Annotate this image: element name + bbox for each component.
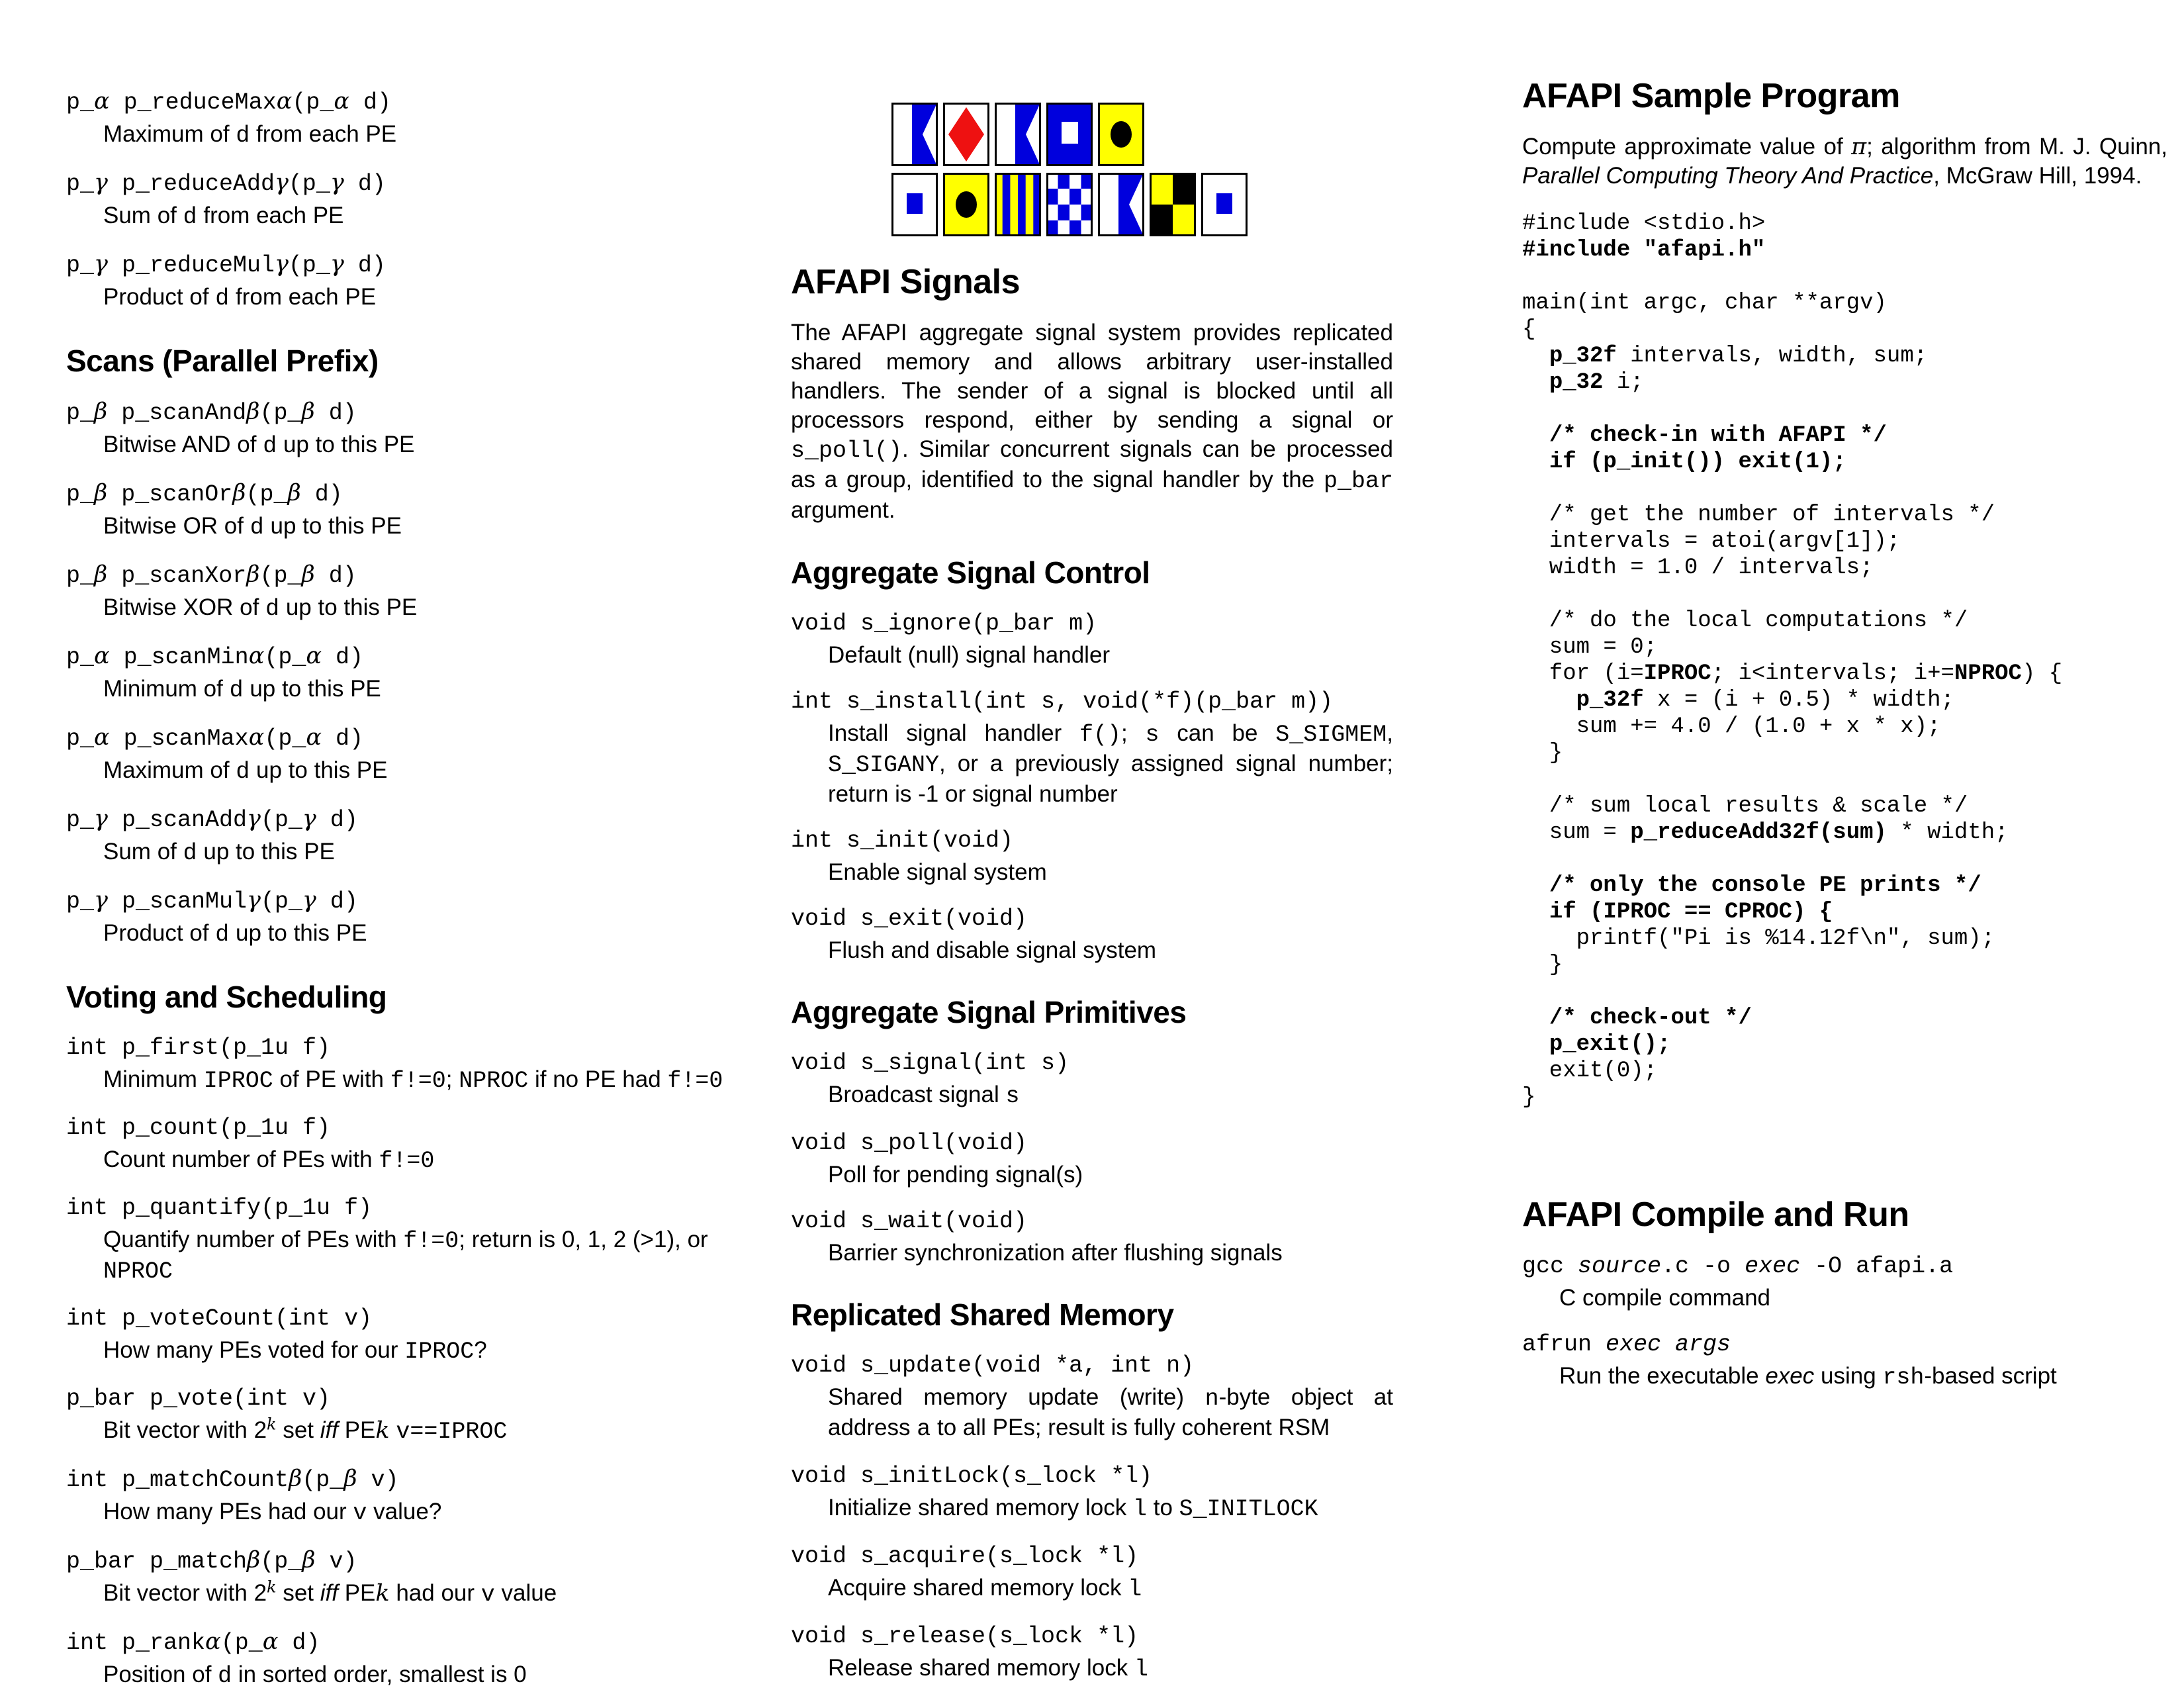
flag-foxtrot-icon [943, 103, 989, 166]
api-description: C compile command [1559, 1285, 1770, 1311]
api-signature: int p_count(p_1u f) [66, 1115, 331, 1141]
api-signature: p_β p_scanOrβ(p_β d) [66, 480, 343, 508]
api-entry [791, 1461, 1393, 1524]
api-signature: p_α p_scanMinα(p_α d) [66, 643, 364, 671]
api-signature: int p_quantify(p_1u f) [66, 1195, 373, 1221]
api-signature: void s_signal(int s) [791, 1050, 1069, 1076]
api-signature: afrun exec args [1522, 1331, 1731, 1358]
api-description: Default (null) signal handler [828, 642, 1111, 668]
api-signature: p_β p_scanAndβ(p_β d) [66, 399, 357, 426]
code-line [1522, 978, 2167, 1005]
code-line: /* get the number of intervals */ [1522, 502, 1995, 528]
api-entry [791, 1048, 1393, 1111]
signal-flag-row [891, 103, 1393, 166]
api-description: Position of d in sorted order, smallest is 0 [103, 1662, 527, 1688]
sample-program-code [1522, 211, 2167, 1111]
api-entry [66, 1033, 731, 1096]
code-line [1522, 396, 2167, 422]
code-line: sum += 4.0 / (1.0 + x * x); [1522, 714, 1941, 739]
api-entry [66, 1383, 731, 1446]
api-signature: p_α p_scanMaxα(p_α d) [66, 724, 364, 752]
api-entry [66, 397, 731, 461]
api-entry [66, 249, 731, 313]
flag-alfa-icon [1098, 173, 1144, 236]
api-signature: int s_init(void) [791, 827, 1014, 854]
api-signature: int p_voteCount(int v) [66, 1305, 373, 1332]
code-line: p_32f intervals, width, sum; [1549, 344, 1928, 369]
api-entry [66, 559, 731, 624]
code-line: printf("Pi is %14.12f\n", sum); [1522, 926, 1995, 951]
api-description: Minimum IPROC of PE with f!=0; NPROC if no PE had f!=0 [103, 1066, 723, 1094]
api-entry [66, 1193, 731, 1286]
code-line: main(int argc, char **argv) [1522, 291, 1887, 316]
code-line: } [1522, 953, 1563, 978]
right-intro-paragraph: Compute approximate value of π; algorithm from M. J. Quinn, Parallel Computing Theory And Practice, McGraw Hill, 1994. [1522, 134, 2167, 189]
signal-flags-graphic [891, 103, 1393, 236]
api-entry [66, 1464, 731, 1528]
api-description: Bit vector with 2$^k$ set iff PEk had our v value [103, 1577, 557, 1608]
api-description: Quantify number of PEs with f!=0; return is 0, 1, 2 (>1), or NPROC [103, 1227, 708, 1285]
api-entry [66, 641, 731, 705]
api-description: Bitwise XOR of d up to this PE [103, 594, 418, 622]
api-description: Install signal handler f(); s can be S_SIGMEM, S_SIGANY, or a previously assigned signal number; return is -1 or signal number [828, 720, 1393, 807]
api-description: Shared memory update (write) n-byte object at address a to all PEs; result is fully coherent RSM [828, 1384, 1393, 1442]
api-description: Product of d up to this PE [103, 920, 367, 948]
flag-india-icon [1098, 103, 1144, 166]
api-description: Barrier synchronization after flushing signals [828, 1240, 1283, 1266]
middle-intro-paragraph: The AFAPI aggregate signal system provides replicated shared memory and allows arbitrary user-installed handlers. The sender of a signal is blocked until all processors respond, either by sending a signal or s_poll(). Similar concurrent signals can be processed as a group, identified to the signal handler by the p_bar argument. [791, 320, 1393, 523]
section-heading: Voting and Scheduling [66, 980, 387, 1014]
api-signature: p_α p_reduceMaxα(p_α d) [66, 88, 392, 116]
api-signature: void s_poll(void) [791, 1130, 1028, 1156]
code-line [1522, 767, 2167, 793]
signal-flag-row [891, 173, 1393, 236]
code-line: p_32 i; [1549, 370, 1644, 395]
code-line: /* check-out */ [1549, 1006, 1752, 1031]
api-description: Broadcast signal s [828, 1082, 1020, 1109]
flag-india-icon [943, 173, 989, 236]
api-description: Flush and disable signal system [828, 937, 1157, 963]
api-description: Sum of d from each PE [103, 203, 344, 230]
api-description: Bitwise OR of d up to this PE [103, 513, 402, 541]
api-entry [791, 1621, 1393, 1684]
column-right [1522, 0, 2167, 1409]
api-description: Minimum of d up to this PE [103, 676, 381, 704]
column-left [66, 0, 731, 1688]
compile-title: AFAPI Compile and Run [1522, 1196, 1909, 1234]
flag-november-icon [1046, 173, 1093, 236]
section-heading: Scans (Parallel Prefix) [66, 344, 379, 378]
api-signature: void s_acquire(s_lock *l) [791, 1543, 1139, 1570]
api-signature: void s_update(void *a, int n) [791, 1352, 1195, 1379]
flag-sierra-icon [1201, 173, 1248, 236]
api-entry [791, 1128, 1393, 1189]
api-signature: p_γ p_scanMulγ(p_γ d) [66, 887, 358, 915]
code-line: sum = 0; [1522, 635, 1658, 660]
api-signature: int s_install(int s, void(*f)(p_bar m)) [791, 688, 1334, 715]
api-signature: int p_rankα(p_α d) [66, 1628, 320, 1656]
api-description: Maximum of d up to this PE [103, 757, 388, 785]
code-line: { [1522, 317, 1536, 342]
code-line: p_32f x = (i + 0.5) * width; [1576, 688, 1954, 713]
api-entry [66, 1545, 731, 1609]
api-entry [791, 1541, 1393, 1604]
code-line: /* sum local results & scale */ [1522, 794, 1968, 819]
code-line: /* do the local computations */ [1522, 608, 1968, 633]
api-signature: p_bar p_vote(int v) [66, 1385, 331, 1412]
api-entry [791, 825, 1393, 886]
api-entry [791, 608, 1393, 669]
code-line: if (p_init()) exit(1); [1549, 449, 1846, 475]
api-description: Bit vector with 2$^k$ set iff PEk v==IPROC [103, 1415, 508, 1445]
flag-lima-icon [1150, 173, 1196, 236]
code-line: width = 1.0 / intervals; [1522, 555, 1874, 581]
flag-sierra-icon [891, 173, 938, 236]
api-signature: void s_wait(void) [791, 1208, 1028, 1235]
code-line: /* only the console PE prints */ [1549, 873, 1981, 898]
api-description: Enable signal system [828, 859, 1047, 885]
code-line [1522, 475, 2167, 502]
api-signature: int p_matchCountβ(p_β v) [66, 1466, 399, 1493]
code-line [1522, 581, 2167, 608]
api-signature: void s_ignore(p_bar m) [791, 610, 1097, 637]
api-signature: gcc source.c -o exec -O afapi.a [1522, 1253, 1954, 1280]
flag-alfa-icon [995, 103, 1041, 166]
flag-alfa-icon [891, 103, 938, 166]
api-entry [66, 1303, 731, 1366]
code-line: for (i=IPROC; i<intervals; i+=NPROC) { [1522, 661, 2063, 686]
api-signature: p_bar p_matchβ(p_β v) [66, 1547, 357, 1575]
code-line: sum = p_reduceAdd32f(sum) * width; [1522, 820, 2009, 845]
api-description: Bitwise AND of d up to this PE [103, 432, 415, 459]
api-description: Release shared memory lock l [828, 1655, 1148, 1683]
api-description: How many PEs had our v value? [103, 1499, 442, 1526]
right-title: AFAPI Sample Program [1522, 77, 1900, 115]
api-entry [66, 885, 731, 949]
api-entry [66, 478, 731, 542]
api-description: Poll for pending signal(s) [828, 1162, 1083, 1188]
api-description: Product of d from each PE [103, 284, 377, 312]
api-entry [66, 722, 731, 786]
api-signature: p_γ p_reduceMulγ(p_γ d) [66, 251, 386, 279]
api-signature: int p_first(p_1u f) [66, 1035, 331, 1061]
api-entry [66, 1113, 731, 1176]
api-signature: void s_release(s_lock *l) [791, 1623, 1139, 1650]
api-entry [791, 904, 1393, 964]
column-middle [791, 0, 1393, 1688]
command-entry [1522, 1251, 2167, 1312]
api-description: How many PEs voted for our IPROC? [103, 1337, 487, 1365]
api-signature: p_β p_scanXorβ(p_β d) [66, 561, 357, 589]
api-description: Run the executable exec using rsh-based script [1559, 1363, 2057, 1391]
command-entry [1522, 1329, 2167, 1392]
api-entry [66, 86, 731, 150]
section-heading: Replicated Shared Memory [791, 1297, 1174, 1332]
flag-golf-icon [995, 173, 1041, 236]
api-signature: p_γ p_scanAddγ(p_γ d) [66, 806, 358, 833]
code-line: intervals = atoi(argv[1]); [1522, 529, 1901, 554]
code-line: p_exit(); [1549, 1032, 1671, 1057]
api-entry [791, 1350, 1393, 1444]
api-entry [66, 1626, 731, 1688]
api-entry [791, 1206, 1393, 1267]
code-line: #include <stdio.h> [1522, 211, 1766, 236]
code-line: if (IPROC == CPROC) { [1549, 900, 1833, 925]
code-line: } [1522, 741, 1563, 766]
api-signature: void s_initLock(s_lock *l) [791, 1463, 1153, 1489]
code-line: exit(0); [1522, 1058, 1658, 1084]
code-line: } [1522, 1085, 1536, 1110]
middle-title: AFAPI Signals [791, 263, 1021, 301]
api-description: Acquire shared memory lock l [828, 1575, 1142, 1603]
section-heading: Aggregate Signal Control [791, 555, 1150, 590]
code-line: #include "afapi.h" [1522, 238, 1766, 263]
api-description: Count number of PEs with f!=0 [103, 1147, 435, 1174]
code-line [1522, 846, 2167, 872]
api-entry [66, 804, 731, 868]
api-description: Maximum of d from each PE [103, 121, 397, 149]
api-signature: p_γ p_reduceAddγ(p_γ d) [66, 169, 386, 197]
api-description: Initialize shared memory lock l to S_INITLOCK [828, 1495, 1318, 1523]
api-entry [791, 686, 1393, 808]
code-line: /* check-in with AFAPI */ [1549, 423, 1887, 448]
api-entry [66, 167, 731, 232]
code-line [1522, 263, 2167, 290]
api-signature: void s_exit(void) [791, 906, 1028, 932]
section-heading: Aggregate Signal Primitives [791, 995, 1187, 1029]
api-description: Sum of d up to this PE [103, 839, 335, 867]
flag-papa-icon [1046, 103, 1093, 166]
